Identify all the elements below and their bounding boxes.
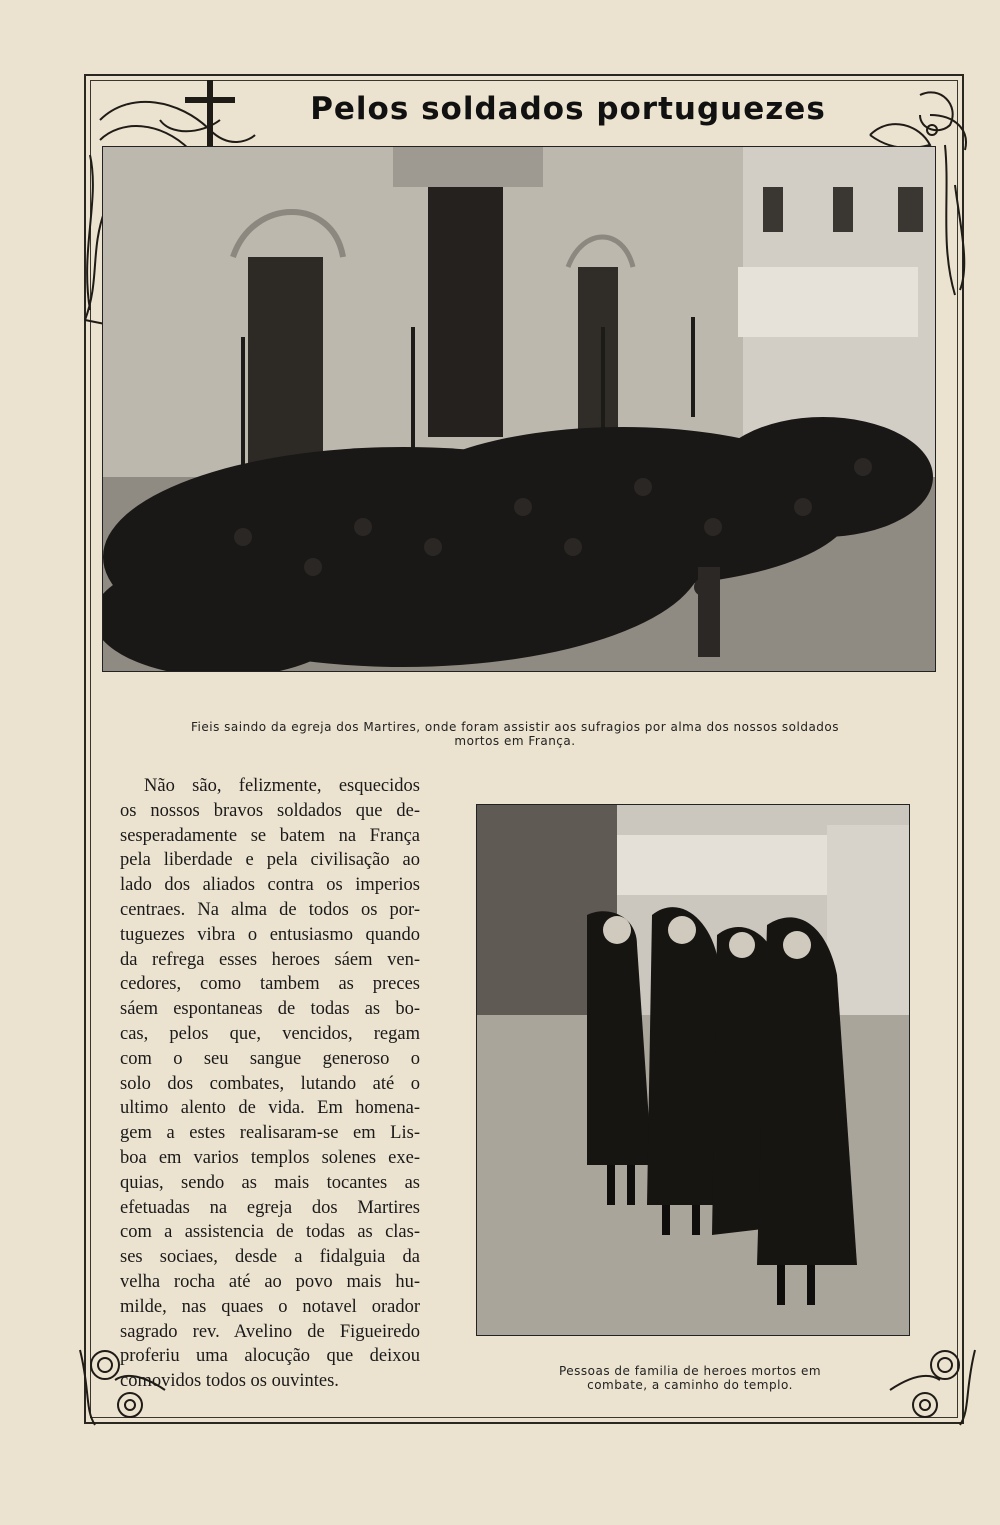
article-line: ses sociaes, desde a fidalguia da bbox=[120, 1247, 420, 1268]
article-line: quias, sendo as mais tocantes as bbox=[120, 1172, 420, 1193]
mourning-family-photo bbox=[476, 804, 910, 1336]
article-line: tuguezes vibra o entusiasmo quando bbox=[120, 924, 420, 945]
article-line: sesperadamente se batem na França bbox=[120, 825, 420, 846]
article-line: centraes. Na alma de todos os por- bbox=[120, 899, 420, 920]
article-line: boa em varios templos solenes exe- bbox=[120, 1147, 420, 1168]
article-line: com a assistencia de todas as clas- bbox=[120, 1222, 420, 1243]
family-caption-line-2: combate, a caminho do templo. bbox=[587, 1378, 793, 1392]
article-line: sagrado rev. Avelino de Figueiredo bbox=[120, 1321, 420, 1342]
article-line: comovidos todos os ouvintes. bbox=[120, 1371, 339, 1392]
family-caption-line-1: Pessoas de familia de heroes mortos em bbox=[558, 1364, 822, 1378]
family-photo-caption bbox=[500, 1364, 880, 1392]
article-line: os nossos bravos soldados que de- bbox=[120, 800, 420, 821]
article-line: cas, pelos que, vencidos, regam bbox=[120, 1023, 420, 1044]
article-line: sáem espontaneas de todas as bo- bbox=[120, 999, 420, 1020]
title-banner bbox=[258, 74, 878, 144]
article-line: lado dos aliados contra os imperios bbox=[120, 875, 420, 896]
article-body bbox=[120, 774, 420, 1394]
article-line: milde, nas quaes o notavel orador bbox=[120, 1296, 420, 1317]
page-title: Pelos soldados portuguezes bbox=[310, 91, 826, 127]
article-line: gem a estes realisaram-se em Lis- bbox=[120, 1123, 420, 1144]
article-line: com o seu sangue generoso o bbox=[120, 1048, 420, 1069]
church-caption-line-2: mortos em França. bbox=[454, 734, 576, 748]
rose-ornament-bottom-right-icon bbox=[880, 1330, 990, 1430]
article-line: solo dos combates, lutando até o bbox=[120, 1073, 420, 1094]
article-line: proferiu uma alocução que deixou bbox=[120, 1346, 420, 1367]
church-crowd-photo bbox=[102, 146, 936, 672]
article-line: cedores, como tambem as preces bbox=[120, 974, 420, 995]
article-line: pela liberdade e pela civilisação ao bbox=[120, 850, 420, 871]
article-line: ultimo alento de vida. Em homena- bbox=[120, 1098, 420, 1119]
article-line: Não são, felizmente, esquecidos bbox=[144, 776, 420, 796]
article-line: efetuadas na egreja dos Martires bbox=[120, 1197, 420, 1218]
church-caption-line-1: Fieis saindo da egreja dos Martires, onde foram assistir aos sufragios por alma dos nossos soldados bbox=[190, 720, 840, 734]
article-line: da refrega esses heroes sáem ven- bbox=[120, 949, 420, 970]
article-line: velha rocha até ao povo mais hu- bbox=[120, 1271, 420, 1292]
church-photo-caption bbox=[130, 720, 900, 748]
